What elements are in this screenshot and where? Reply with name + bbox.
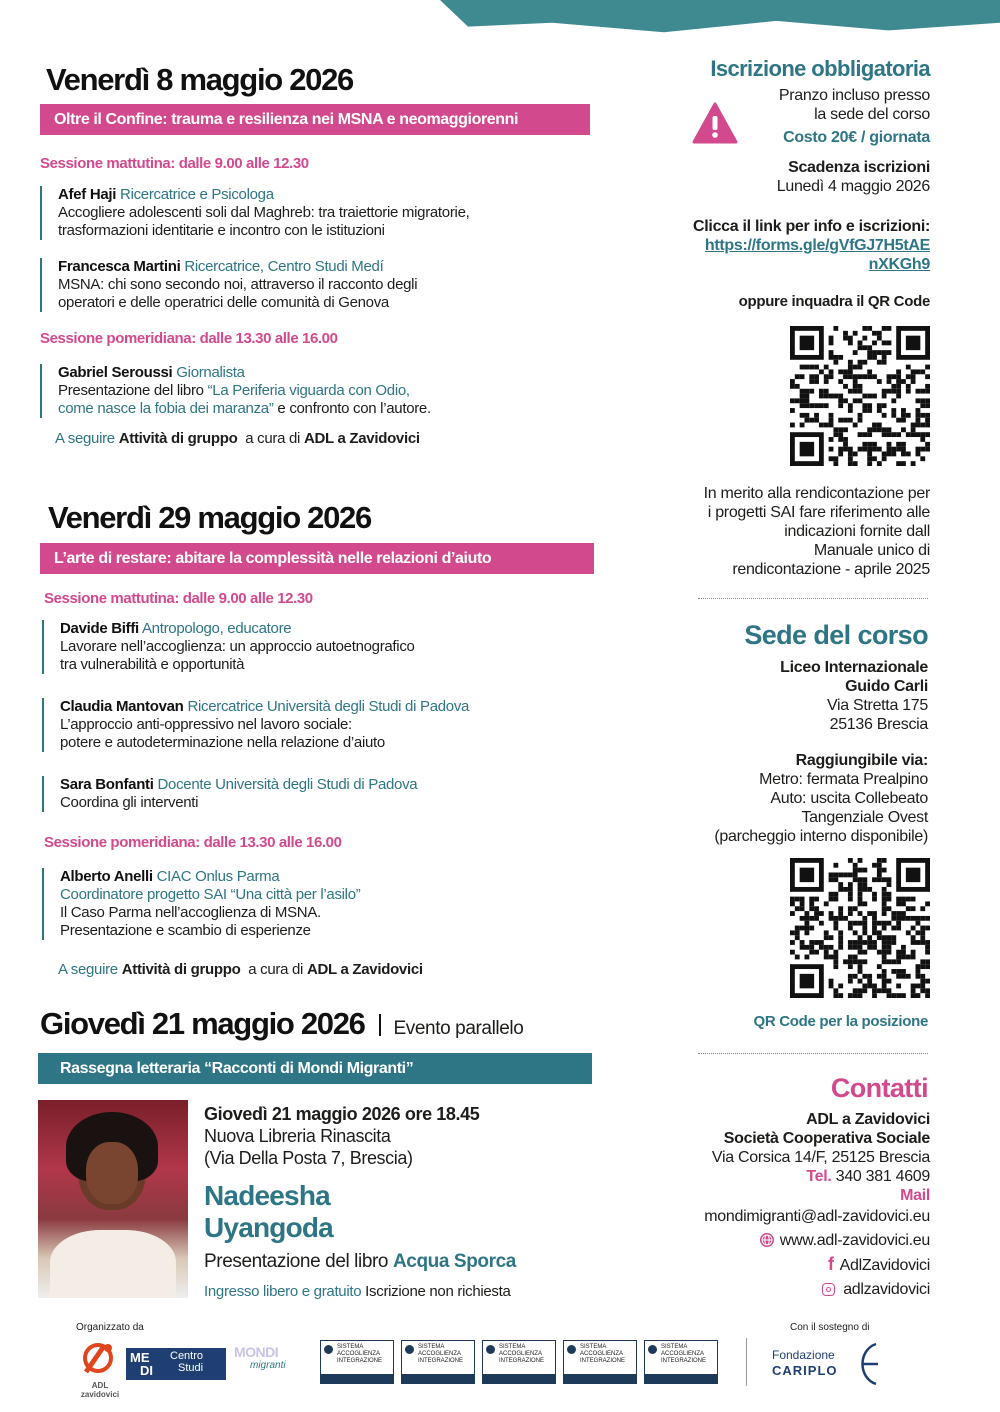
event-datetime: Giovedì 21 maggio 2026 ore 18.45 <box>204 1104 480 1124</box>
day1-speaker-3 <box>40 364 431 418</box>
talk-line: potere e autodeterminazione nella relazione d’aiuto <box>60 734 385 751</box>
speaker-name: Afef Haji <box>58 186 117 203</box>
follow-label: A seguire <box>58 961 118 978</box>
speaker-role: Ricercatrice e Psicologa <box>120 186 274 203</box>
sai-text: ACCOGLIENZA <box>499 1351 543 1357</box>
mondi-migranti-logo <box>234 1344 304 1382</box>
medi-logo-text: Studi <box>178 1362 204 1374</box>
talk-text: e confronto con l’autore. <box>277 400 431 417</box>
day2-morning-session: Sessione mattutina: dalle 9.00 alle 12.30 <box>44 590 313 607</box>
day3-details <box>204 1103 479 1169</box>
cariplo-text: CARIPLO <box>772 1363 838 1378</box>
note-line: In merito alla rendicontazione per <box>703 485 930 502</box>
venue-title: Sede del corso <box>744 620 928 650</box>
deadline-label: Scadenza iscrizioni <box>788 159 930 176</box>
directions-line: Auto: uscita Collebeato <box>770 790 928 807</box>
mondi-logo-text: MONDI <box>234 1344 279 1360</box>
note-line: Manuale unico di <box>813 542 930 559</box>
sai-text: ACCOGLIENZA <box>580 1351 624 1357</box>
book-title: “La Periferia viguarda con Odio, <box>207 382 410 399</box>
sai-text: SISTEMA <box>580 1344 607 1350</box>
speaker-role: Giornalista <box>176 364 245 381</box>
author-first-name: Nadeesha <box>204 1180 330 1211</box>
organized-by-label: Organizzato da <box>76 1322 144 1333</box>
venue-address <box>780 658 928 734</box>
note-line: i progetti SAI fare riferimento alle <box>707 504 930 521</box>
author-last-name: Uyangoda <box>204 1212 333 1243</box>
speaker-name: Sara Bonfanti <box>60 776 154 793</box>
follow-activity: Attività di gruppo <box>121 961 241 978</box>
talk-line: Il Caso Parma nell’accoglienza di MSNA. <box>60 904 321 921</box>
talk-line: Accogliere adolescenti soli dal Maghreb: tra traiettorie migratorie, <box>58 204 470 221</box>
day2-speaker-4 <box>42 868 360 940</box>
sai-text: ACCOGLIENZA <box>661 1351 705 1357</box>
org-address: Via Corsica 14/F, 25125 Brescia <box>711 1149 930 1166</box>
sai-text: INTEGRAZIONE <box>337 1358 383 1364</box>
day2-follow-up <box>58 961 423 978</box>
entry-note: Iscrizione non richiesta <box>365 1283 511 1300</box>
speaker-role: Ricercatrice Università degli Studi di Padova <box>187 698 470 715</box>
link-line[interactable]: https://forms.gle/gVfGJ7H5tAE <box>704 237 930 254</box>
entry-free: Ingresso libero e gratuito <box>204 1283 362 1300</box>
tel-label: Tel. <box>806 1168 832 1185</box>
venue-city: 25136 Brescia <box>829 716 928 733</box>
venue-directions <box>714 751 928 846</box>
speaker-role: CIAC Onlus Parma <box>156 868 280 885</box>
day1-morning-session: Sessione mattutina: dalle 9.00 alle 12.30 <box>40 155 309 172</box>
link-line[interactable]: nXKGh9 <box>868 256 930 273</box>
registration-qr-code[interactable] <box>790 326 930 466</box>
facebook-link[interactable]: AdlZavidovici <box>839 1257 930 1274</box>
org-type: Società Cooperativa Sociale <box>723 1130 930 1147</box>
sai-text: INTEGRAZIONE <box>580 1358 626 1364</box>
medi-logo-text: DI <box>140 1363 153 1378</box>
venue-name: Liceo Internazionale <box>780 659 928 676</box>
talk-line: Presentazione e scambio di esperienze <box>60 922 311 939</box>
sai-text: SISTEMA <box>337 1344 364 1350</box>
registration-link[interactable] <box>693 236 930 274</box>
sai-logo-1 <box>320 1340 394 1384</box>
website-link[interactable]: www.adl-zavidovici.eu <box>779 1232 930 1249</box>
follow-activity: Attività di gruppo <box>118 430 238 447</box>
day1-follow-up <box>55 430 420 447</box>
sai-text: SISTEMA <box>661 1344 688 1350</box>
deadline <box>777 158 930 196</box>
follow-label: A seguire <box>55 430 115 447</box>
day2-banner: L’arte di restare: abitare la complessità nelle relazioni d’aiuto <box>40 543 594 574</box>
sai-text: ACCOGLIENZA <box>418 1351 462 1357</box>
follow-org: ADL a Zavidovici <box>303 430 420 447</box>
sai-text: INTEGRAZIONE <box>499 1358 545 1364</box>
day2-afternoon-session: Sessione pomeridiana: dalle 13.30 alle 16.00 <box>44 834 342 851</box>
contacts-title: Contatti <box>830 1073 928 1103</box>
author-photo <box>38 1100 188 1298</box>
medi-logo-text: Centro <box>170 1350 204 1362</box>
sai-text: SISTEMA <box>418 1344 445 1350</box>
speaker-name: Davide Biffi <box>60 620 139 637</box>
sai-logo-5 <box>644 1340 718 1384</box>
warning-icon <box>692 102 738 144</box>
sai-text: INTEGRAZIONE <box>661 1358 707 1364</box>
registration-title: Iscrizione obbligatoria <box>710 56 930 81</box>
speaker-name: Francesca Martini <box>58 258 181 275</box>
cariplo-text: Fondazione <box>772 1348 835 1362</box>
day3-banner: Rassegna letteraria “Racconti di Mondi Migranti” <box>38 1053 592 1084</box>
follow-org: ADL a Zavidovici <box>306 961 423 978</box>
speaker-name: Claudia Mantovan <box>60 698 184 715</box>
link-label: Clicca il link per info e iscrizioni: <box>693 218 930 235</box>
registration-link-block <box>693 217 930 274</box>
medi-logo <box>126 1348 226 1380</box>
medi-logo-text: ME <box>130 1350 150 1365</box>
location-qr-code[interactable] <box>790 858 930 998</box>
day1-afternoon-session: Sessione pomeridiana: dalle 13.30 alle 16.00 <box>40 330 338 347</box>
top-decoration <box>440 0 1000 38</box>
talk-line: trasformazioni identitarie e incontro con le istituzioni <box>58 222 385 239</box>
day2-title: Venerdì 29 maggio 2026 <box>48 500 371 535</box>
book-title: come nasce la fobia dei maranza” <box>58 400 274 417</box>
speaker-role: Ricercatrice, Centro Studi Medí <box>184 258 384 275</box>
divider <box>698 598 928 599</box>
instagram-link[interactable]: adlzavidovici <box>843 1281 930 1298</box>
cost: Costo 20€ / giornata <box>783 129 930 146</box>
day3-title: Giovedì 21 maggio 2026 <box>40 1006 365 1041</box>
sai-logo-2 <box>401 1340 475 1384</box>
sai-text: SISTEMA <box>499 1344 526 1350</box>
speaker-name: Gabriel Seroussi <box>58 364 173 381</box>
day1-speaker-1 <box>40 186 469 240</box>
follow-by: a cura di <box>245 430 301 447</box>
talk-line: L’approccio anti-oppressivo nel lavoro sociale: <box>60 716 352 733</box>
mail-address[interactable]: mondimigranti@adl-zavidovici.eu <box>704 1208 930 1225</box>
talk-line: operatori e delle operatrici delle comunità di Genova <box>58 294 389 311</box>
note-line: indicazioni fornite dall <box>784 523 930 540</box>
tel-number[interactable]: 340 381 4609 <box>835 1168 930 1185</box>
mail-label: Mail <box>900 1187 930 1204</box>
sai-note <box>704 484 930 579</box>
supported-by-label: Con il sostegno di <box>790 1322 870 1333</box>
note-line: rendicontazione - aprile 2025 <box>732 561 930 578</box>
speaker-role-2: Coordinatore progetto SAI “Una città per l’asilo” <box>60 886 361 903</box>
lunch-line: Pranzo incluso presso <box>778 87 930 104</box>
directions-label: Raggiungibile via: <box>795 752 928 769</box>
author-name <box>204 1180 333 1244</box>
talk-text: Presentazione del libro <box>58 382 204 399</box>
sai-text: ACCOGLIENZA <box>337 1351 381 1357</box>
sai-text: INTEGRAZIONE <box>418 1358 464 1364</box>
entry-info <box>204 1283 511 1300</box>
lunch-info <box>779 86 930 124</box>
day2-speaker-1 <box>42 620 415 674</box>
adl-logo-text: ADL zavidovici <box>80 1381 120 1399</box>
directions-line: (parcheggio interno disponibile) <box>714 828 928 845</box>
book-presentation <box>204 1251 516 1273</box>
mondi-logo-text: migranti <box>250 1360 286 1371</box>
venue-name: Guido Carli <box>845 678 928 695</box>
contacts-block <box>704 1110 930 1299</box>
day3-header <box>40 1006 523 1042</box>
talk-line: Lavorare nell’accoglienza: un approccio autoetnografico <box>60 638 415 655</box>
talk-line: tra vulnerabilità e opportunità <box>60 656 245 673</box>
sai-logo-3 <box>482 1340 556 1384</box>
day1-banner: Oltre il Confine: trauma e resilienza nei MSNA e neomaggiorenni <box>40 104 590 135</box>
event-address: (Via Della Posta 7, Brescia) <box>204 1148 413 1168</box>
day3-subtitle: Evento parallelo <box>393 1018 524 1039</box>
instagram-icon <box>822 1283 835 1296</box>
qr-location-caption: QR Code per la posizione <box>753 1013 928 1030</box>
facebook-icon: f <box>827 1254 834 1274</box>
directions-line: Tangenziale Ovest <box>801 809 928 826</box>
qr-label: oppure inquadra il QR Code <box>738 293 930 310</box>
separator <box>379 1014 381 1036</box>
cariplo-logo <box>772 1348 838 1378</box>
globe-icon <box>760 1233 774 1247</box>
org-name: ADL a Zavidovici <box>806 1111 930 1128</box>
speaker-role: Docente Università degli Studi di Padova <box>157 776 418 793</box>
speaker-role: Antropologo, educatore <box>141 620 292 637</box>
footer-divider <box>746 1338 747 1386</box>
day1-speaker-2 <box>40 258 417 312</box>
lunch-line: la sede del corso <box>814 106 930 123</box>
follow-by: a cura di <box>248 961 304 978</box>
venue-street: Via Stretta 175 <box>826 697 928 714</box>
talk-line: Coordina gli interventi <box>60 794 199 811</box>
day2-speaker-3 <box>42 776 417 812</box>
talk-line: MSNA: chi sono secondo noi, attraverso il racconto degli <box>58 276 418 293</box>
book-title: Acqua Sporca <box>392 1251 516 1272</box>
event-place: Nuova Libreria Rinascita <box>204 1126 391 1146</box>
directions-line: Metro: fermata Prealpino <box>759 771 928 788</box>
adl-logo <box>78 1342 122 1399</box>
sai-logo-4 <box>563 1340 637 1384</box>
cariplo-symbol-icon <box>856 1342 882 1391</box>
divider <box>698 1053 928 1054</box>
speaker-name: Alberto Anelli <box>60 868 153 885</box>
day1-title: Venerdì 8 maggio 2026 <box>46 62 353 97</box>
book-label: Presentazione del libro <box>204 1251 389 1272</box>
deadline-date: Lunedì 4 maggio 2026 <box>776 178 930 195</box>
day2-speaker-2 <box>42 698 469 752</box>
